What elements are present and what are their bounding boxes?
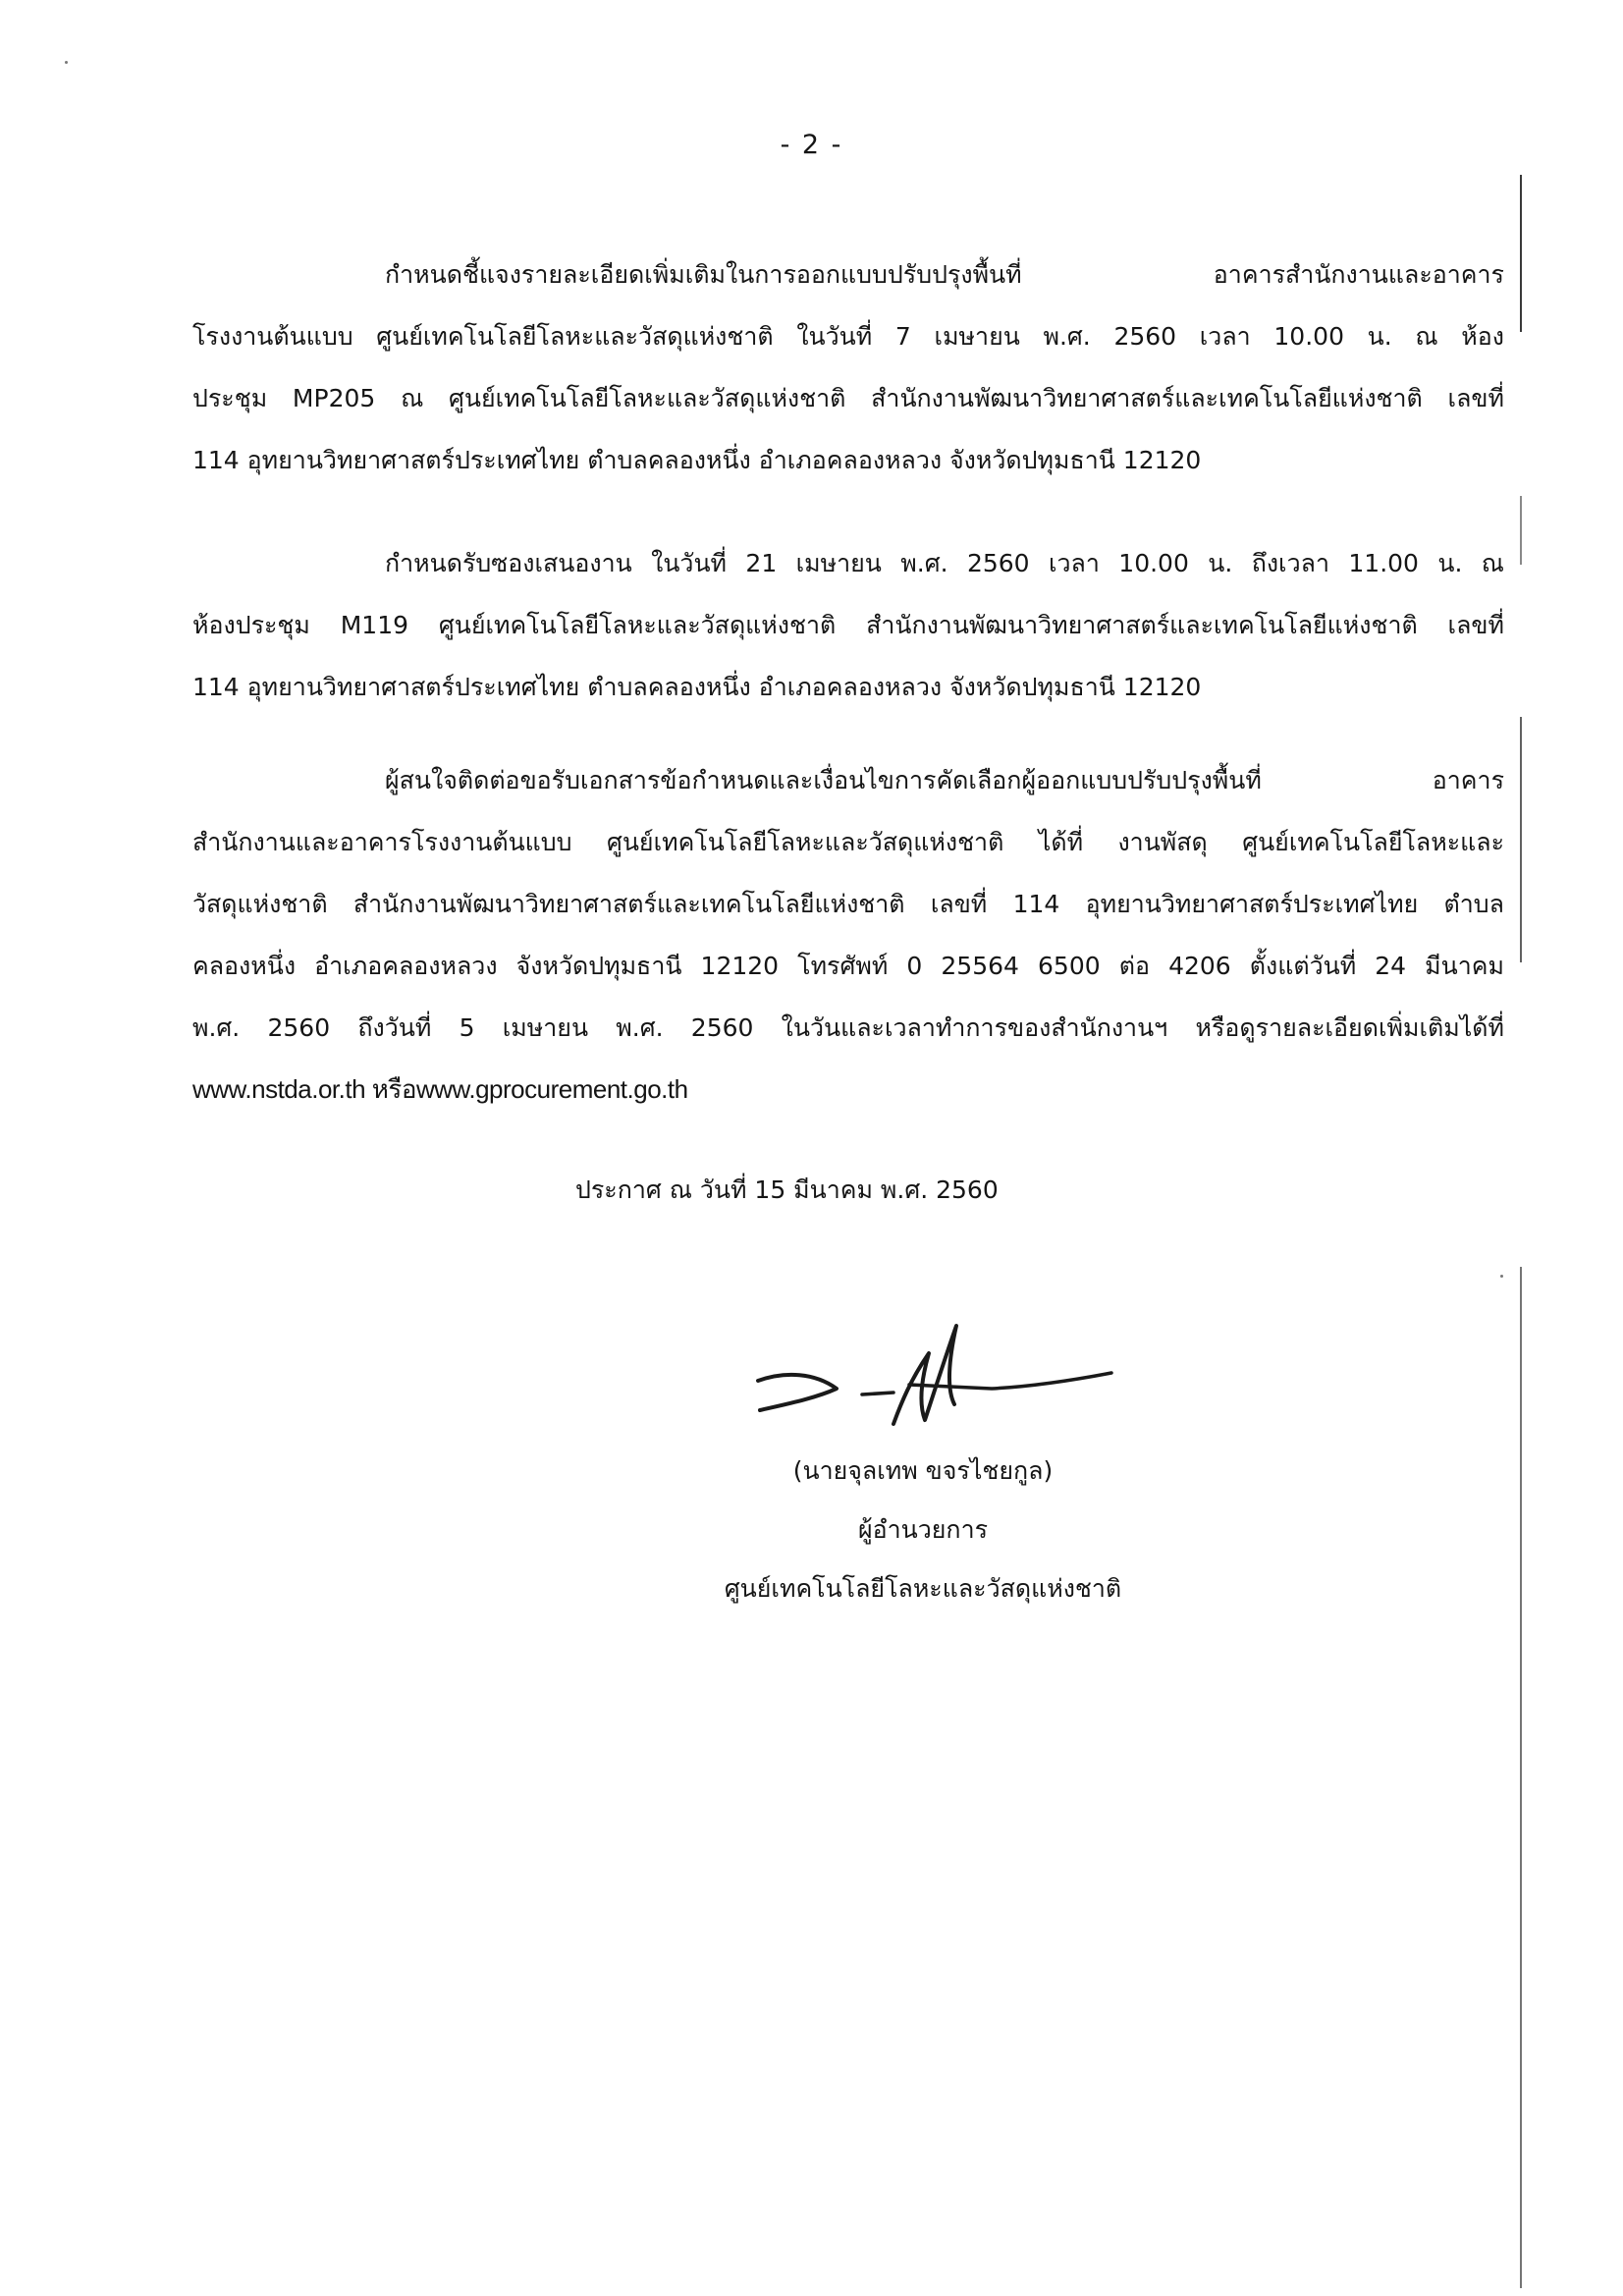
paragraph-line: กำหนดรับซองเสนองาน ในวันที่ 21 เมษายน พ.ศ. 2560 เวลา 10.00 น. ถึงเวลา 11.00 น. ณ [385, 549, 1504, 577]
paragraph-line: ผู้สนใจติดต่อขอรับเอกสารข้อกำหนดและเงื่อนไขการคัดเลือกผู้ออกแบบปรับปรุงพื้นที่ อาคาร [385, 766, 1504, 794]
paragraph-line: พ.ศ. 2560 ถึงวันที่ 5 เมษายน พ.ศ. 2560 ในวันและเวลาทำการของสำนักงานฯ หรือดูรายละเอียดเพิ่มเติมได้ที่ [192, 1013, 1504, 1042]
paragraph-line: 114 อุทยานวิทยาศาสตร์ประเทศไทย ตำบลคลองหนึ่ง อำเภอคลองหลวง จังหวัดปทุมธานี 12120 [192, 673, 1202, 701]
scan-edge-line [1520, 717, 1522, 962]
website-links: www.nstda.or.th หรือwww.gprocurement.go.th [192, 1074, 688, 1104]
paragraph-contact [192, 749, 1504, 1121]
page-number: - 2 - [780, 130, 843, 160]
signatory-position: ผู้อำนวยการ [857, 1515, 989, 1544]
paragraph-line: สำนักงานและอาคารโรงงานต้นแบบ ศูนย์เทคโนโลยีโลหะและวัสดุแห่งชาติ ได้ที่ งานพัสดุ ศูนย์เทคโนโลยีโลหะและ [192, 828, 1504, 856]
scan-speck [65, 61, 68, 64]
paragraph-line: กำหนดชี้แจงรายละเอียดเพิ่มเติมในการออกแบบปรับปรุงพื้นที่ อาคารสำนักงานและอาคาร [385, 260, 1504, 289]
paragraph-line: คลองหนึ่ง อำเภอคลองหลวง จังหวัดปทุมธานี 12120 โทรศัพท์ 0 25564 6500 ต่อ 4206 ตั้งแต่วันที่ 24 มีนาคม [192, 952, 1504, 980]
scan-edge-line [1520, 175, 1522, 332]
paragraph-line: โรงงานต้นแบบ ศูนย์เทคโนโลยีโลหะและวัสดุแห่งชาติ ในวันที่ 7 เมษายน พ.ศ. 2560 เวลา 10.00 น. ณ ห้อง [192, 322, 1504, 351]
scan-edge-line [1520, 1267, 1522, 2288]
paragraph-line: วัสดุแห่งชาติ สำนักงานพัฒนาวิทยาศาสตร์และเทคโนโลยีแห่งชาติ เลขที่ 114 อุทยานวิทยาศาสตร์ประเทศไทย ตำบล [192, 890, 1504, 918]
paragraph-line: ห้องประชุม M119 ศูนย์เทคโนโลยีโลหะและวัสดุแห่งชาติ สำนักงานพัฒนาวิทยาศาสตร์และเทคโนโลยีแห่งชาติ เลขที่ [192, 611, 1504, 639]
paragraph-submission [192, 532, 1504, 718]
scan-speck [1500, 1275, 1503, 1278]
paragraph-line: ประชุม MP205 ณ ศูนย์เทคโนโลยีโลหะและวัสดุแห่งชาติ สำนักงานพัฒนาวิทยาศาสตร์และเทคโนโลยีแห่งชาติ เลขที่ [192, 384, 1504, 412]
scan-edge-line [1520, 496, 1522, 565]
paragraph-line: 114 อุทยานวิทยาศาสตร์ประเทศไทย ตำบลคลองหนึ่ง อำเภอคลองหลวง จังหวัดปทุมธานี 12120 [192, 446, 1202, 474]
announcement-date: ประกาศ ณ วันที่ 15 มีนาคม พ.ศ. 2560 [575, 1175, 999, 1204]
signatory-organization: ศูนย์เทคโนโลยีโลหะและวัสดุแห่งชาติ [724, 1574, 1122, 1603]
signatory-name: (นายจุลเทพ ขจรไชยกูล) [792, 1456, 1054, 1485]
handwritten-signature [746, 1314, 1119, 1451]
paragraph-briefing [192, 244, 1504, 491]
